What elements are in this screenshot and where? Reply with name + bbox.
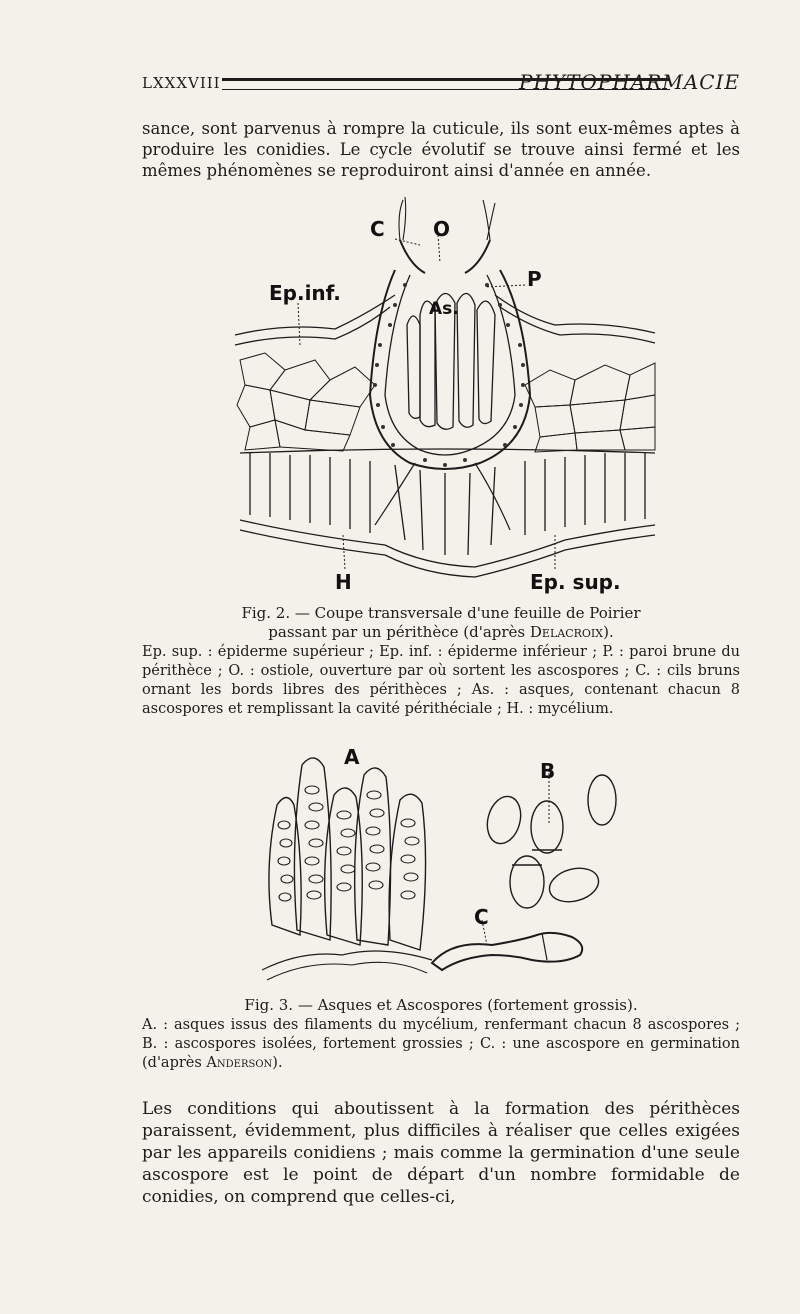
figure-3-leader-lines — [482, 773, 549, 945]
page-header — [142, 70, 740, 96]
figure-3-label-c: C — [474, 905, 489, 929]
figure-2-leaf-section — [225, 195, 665, 600]
figure-3-caption-body-prefix: A. : asques issus des filaments du mycélium, renfermant chacun 8 ascospores ; B. : ascospores isolées, fortement grossies ; C. : une ascospore en germination (d'après — [142, 1017, 740, 1071]
figure-2-label-o: O — [433, 217, 451, 241]
figure-2-caption-line1: Fig. 2. — Coupe transversale d'une feuille de Poirier — [241, 604, 641, 622]
figure-2-caption-line2 — [142, 623, 740, 642]
figure-3-caption-title: Fig. 3. — Asques et Ascospores (fortement grossis). — [244, 996, 638, 1014]
figure-3-caption-body-suffix: ). — [272, 1055, 283, 1071]
figure-2-label-as: As. — [429, 299, 459, 319]
figure-2-caption-author: Delacroix — [529, 623, 604, 641]
running-title: PHYTOPHARMACIE — [519, 70, 740, 94]
figure-2-caption-body: Ep. sup. : épiderme supérieur ; Ep. inf. : épiderme inférieur ; P. : paroi brune du périthèce ; O. : ostiole, ouverture par où sortent les ascospores ; C. : cils bruns ornant les bords libres des périthèces ; As. : asques, contenant chacun 8 ascospores et remplissant la cavité périthéciale ; H. : mycélium. — [142, 644, 740, 717]
asci-ascospores-drawing — [262, 745, 618, 985]
palisade-cells — [240, 449, 655, 555]
figure-3-caption-body — [142, 1016, 740, 1073]
figure-3-label-a: A — [344, 745, 360, 769]
figure-3-label-b: B — [540, 759, 556, 783]
figure-3-asci-ascospores — [262, 745, 618, 985]
mycelium-hyphae — [375, 463, 510, 530]
figure-2-caption-line2-prefix: passant par un périthèce (d'après — [268, 623, 530, 641]
figure-2-label-ep-inf: Ep.inf. — [269, 281, 341, 305]
figure-2-label-c: C — [370, 217, 385, 241]
asci-group — [262, 758, 432, 980]
figure-2-caption-line2-suffix: ). — [603, 623, 614, 641]
leaf-section-drawing — [225, 195, 665, 600]
intro-paragraph: sance, sont parvenus à rompre la cuticule, ils sont eux-mêmes aptes à produire les conidies. Le cycle évolutif se trouve ainsi fermé et les mêmes phénomènes se reproduiront ainsi d'année en année. — [142, 119, 740, 180]
figure-2-label-h: H — [335, 570, 352, 594]
closing-paragraph: Les conditions qui aboutissent à la formation des périthèces paraissent, évidemment, plus difficiles à réaliser que celles exigées par les appareils conidiens ; mais comme la germination d'une seule ascospore est le point de départ d'un nombre formidable de conidies, on comprend que celles-ci, — [142, 1099, 740, 1207]
figure-3-caption-author: Anderson — [206, 1055, 273, 1071]
figure-2-label-ep-sup: Ep. sup. — [530, 570, 621, 594]
figure-2-label-p: P — [527, 267, 542, 291]
spongy-mesophyll — [237, 353, 655, 452]
page-number: LXXXVIII — [142, 74, 221, 92]
germinating-ascospore — [432, 933, 582, 970]
figure-2-caption-title — [142, 604, 740, 642]
